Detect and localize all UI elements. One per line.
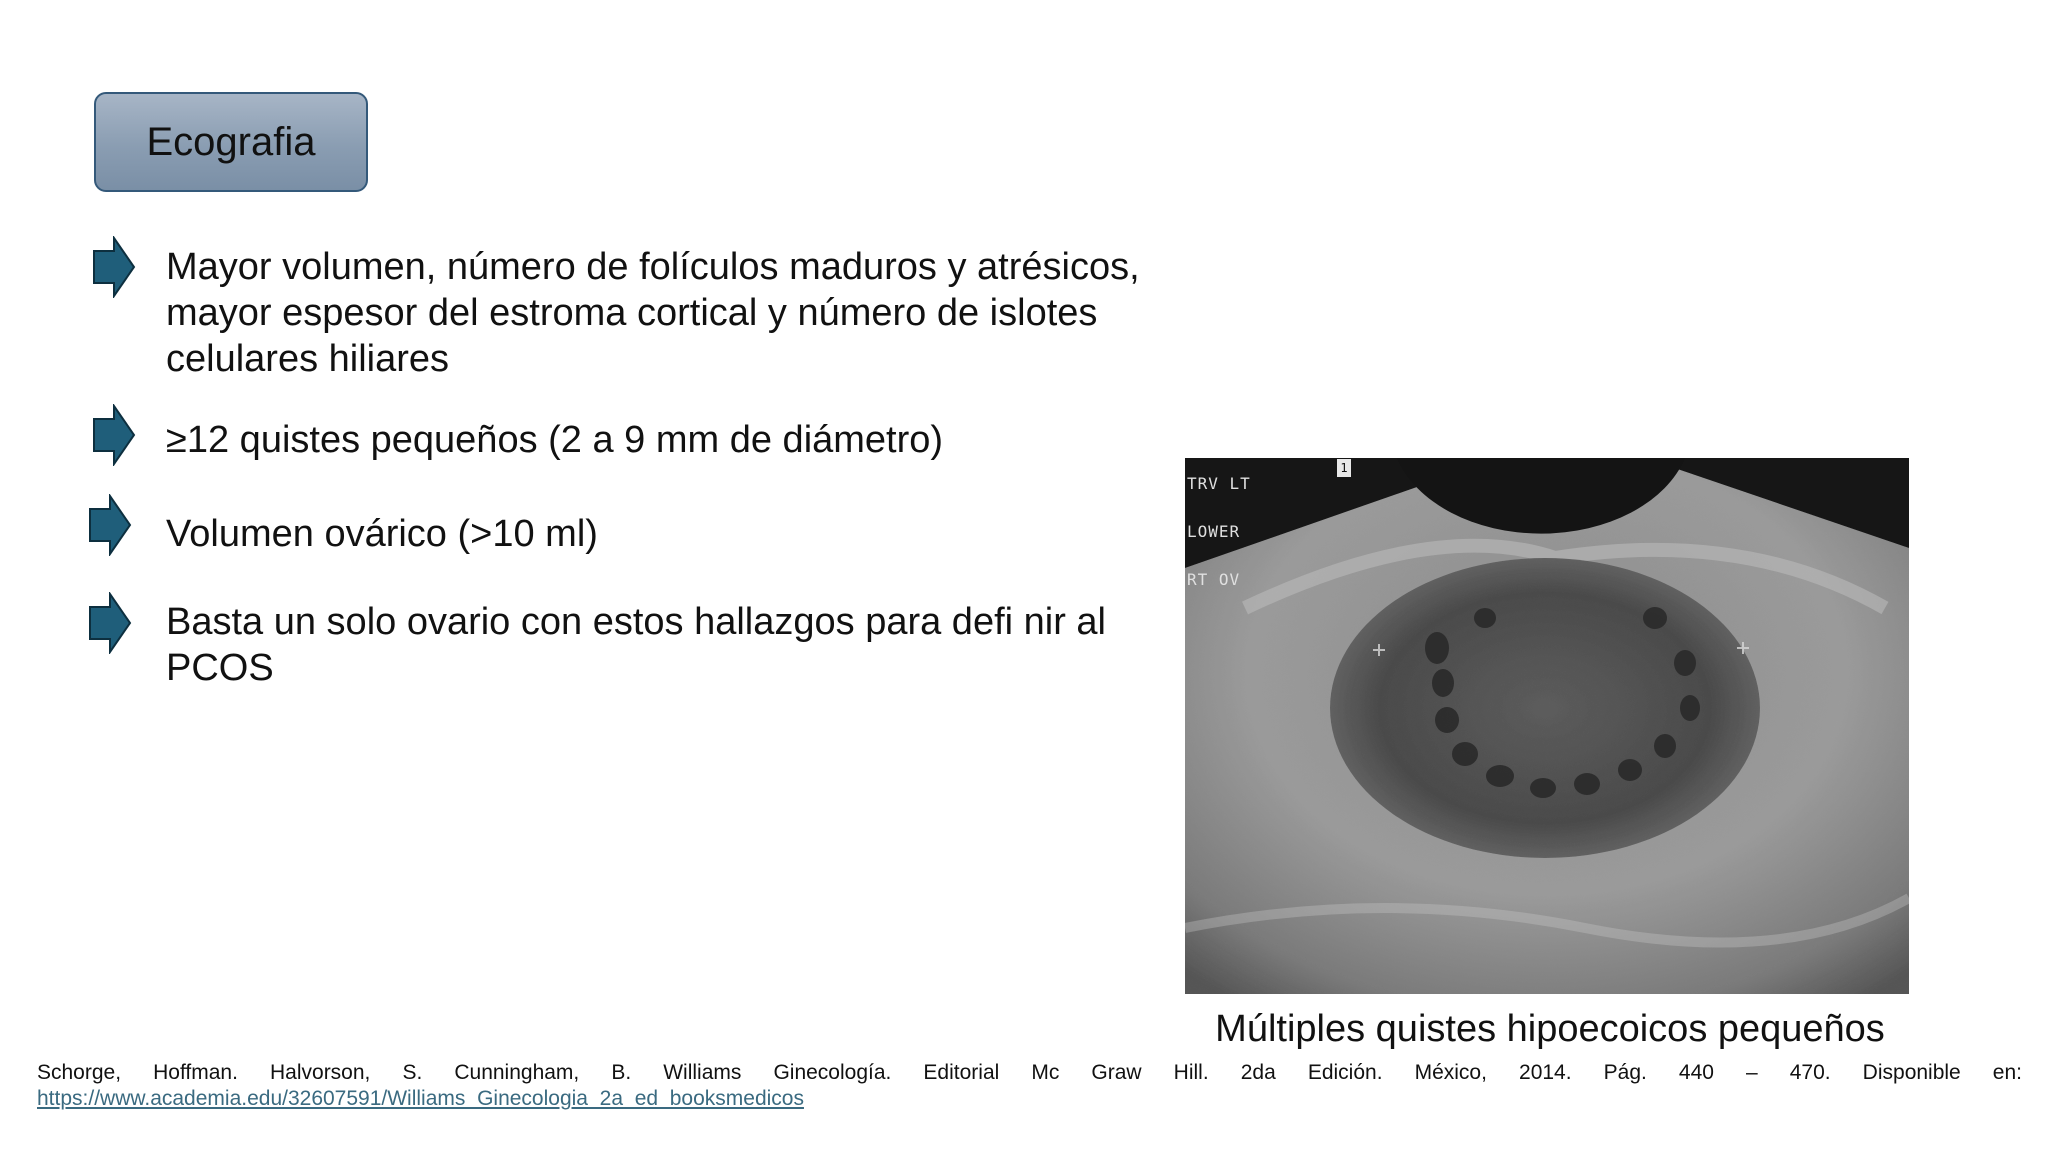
- ultrasound-marker: 1: [1337, 459, 1351, 477]
- reference-text: Schorge, Hoffman. Halvorson, S. Cunningham, B. Williams Ginecología. Editorial Mc Graw Hill. 2da Edición. México, 2014. Pág. 440 – 470. Disponible en:: [37, 1061, 2022, 1084]
- bullet-text: Mayor volumen, número de folículos maduros y atrésicos, mayor espesor del estroma cortical y número de islotes celulares hiliares: [166, 246, 1140, 380]
- slide-title: Ecografia: [146, 119, 316, 164]
- bullet-text: Basta un solo ovario con estos hallazgos para defi nir al PCOS: [166, 601, 1106, 689]
- title-box: [94, 92, 368, 192]
- ultrasound-label: TRV LT: [1187, 474, 1251, 493]
- arrow-right-icon: [88, 494, 132, 556]
- reference-link[interactable]: https://www.academia.edu/32607591/Williams_Ginecologia_2a_ed_booksmedicos: [37, 1087, 804, 1110]
- ultrasound-label: RT OV: [1187, 570, 1241, 589]
- image-caption: Múltiples quistes hipoecoicos pequeños: [1215, 1008, 1885, 1050]
- arrow-right-icon: [88, 592, 132, 654]
- ultrasound-image: [1185, 458, 1909, 994]
- arrow-right-icon: [92, 236, 136, 298]
- ultrasound-label: LOWER: [1187, 522, 1241, 541]
- ultrasound-drawing: [1185, 458, 1909, 994]
- bullet-text: Volumen ovárico (>10 ml): [166, 513, 598, 555]
- bullet-text: ≥12 quistes pequeños (2 a 9 mm de diámetro): [166, 419, 944, 461]
- arrow-right-icon: [92, 404, 136, 466]
